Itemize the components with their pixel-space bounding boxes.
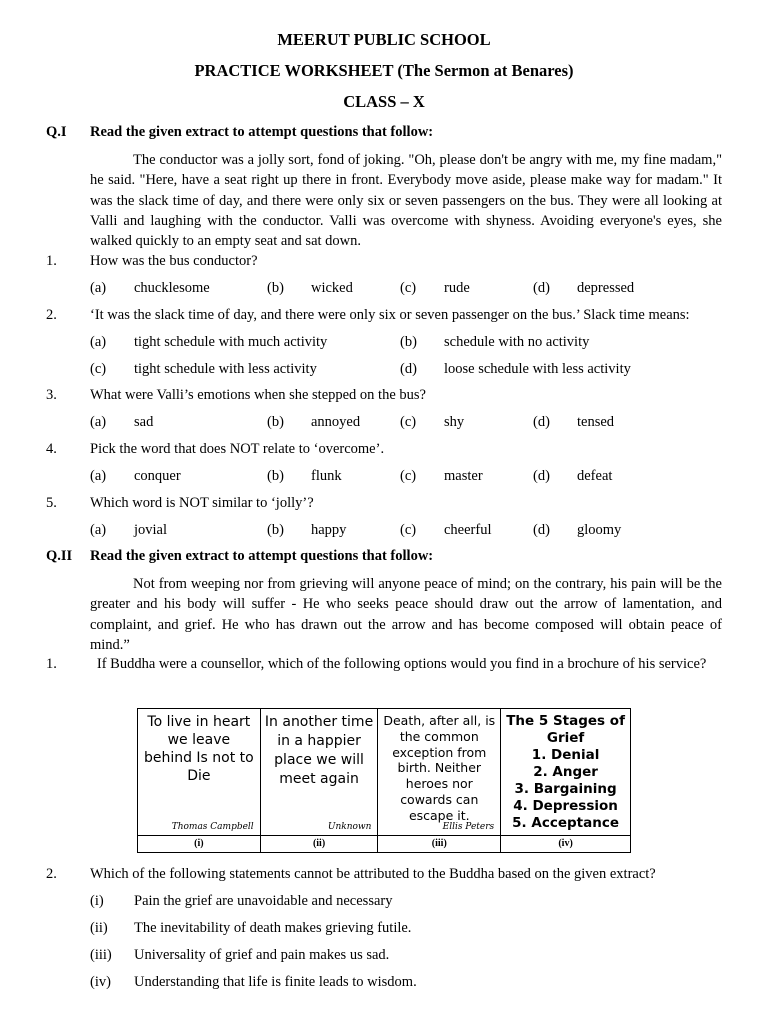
option-text: cheerful — [444, 522, 492, 538]
option-label: (a) — [90, 414, 107, 430]
card-label: (i) — [138, 836, 261, 853]
option-label: (c) — [400, 414, 417, 430]
card-author: Thomas Campbell — [171, 822, 254, 832]
statement-text: Understanding that life is finite leads to wisdom. — [134, 974, 417, 990]
extract-1 — [90, 150, 722, 251]
statement-text: Universality of grief and pain makes us sad. — [134, 947, 390, 963]
card-author: Ellis Peters — [442, 822, 495, 832]
card-title: The 5 Stages of Grief — [506, 713, 625, 746]
option-label: (c) — [400, 280, 417, 296]
option-label: (d) — [533, 280, 550, 296]
brochure-card — [138, 709, 261, 836]
option-text: rude — [444, 280, 470, 296]
question-num: 2. — [46, 866, 57, 882]
question-text: How was the bus conductor? — [90, 253, 258, 269]
list-item: 3. Bargaining — [514, 781, 617, 797]
question-num: 4. — [46, 441, 57, 457]
brochure-card — [260, 709, 378, 836]
option-text: loose schedule with less activity — [444, 361, 631, 377]
question-instruction: Read the given extract to attempt questions that follow: — [90, 124, 434, 140]
option-text: tensed — [577, 414, 615, 430]
question-text: ‘It was the slack time of day, and there were only six or seven passenger on the bus.’ Slack time means: — [90, 307, 690, 323]
option-text: master — [444, 468, 483, 484]
option-label: (b) — [267, 280, 284, 296]
list-item: 5. Acceptance — [512, 815, 619, 831]
option-label: (d) — [533, 414, 550, 430]
worksheet-title: PRACTICE WORKSHEET (The Sermon at Benares) — [194, 61, 574, 80]
option-label: (c) — [90, 361, 107, 377]
statement-label: (iv) — [90, 974, 111, 990]
question-instruction: Read the given extract to attempt questions that follow: — [90, 548, 434, 564]
option-label: (d) — [533, 522, 550, 538]
option-text: gloomy — [577, 522, 622, 538]
card-label: (iii) — [378, 836, 501, 853]
question-num: 2. — [46, 307, 57, 323]
card-grief-stages — [501, 709, 630, 832]
list-item: 4. Depression — [513, 798, 618, 814]
question-text: Which word is NOT similar to ‘jolly’? — [90, 495, 314, 511]
question-number: Q.I — [46, 124, 67, 140]
option-text: tight schedule with less activity — [134, 361, 317, 377]
card-author: Unknown — [327, 822, 372, 832]
option-label: (c) — [400, 522, 417, 538]
question-num: 1. — [46, 656, 57, 672]
option-label: (a) — [90, 334, 107, 350]
brochure-options-table — [137, 708, 631, 853]
school-name: MEERUT PUBLIC SCHOOL — [277, 30, 491, 49]
option-label: (d) — [400, 361, 417, 377]
question-text: What were Valli’s emotions when she stepped on the bus? — [90, 387, 426, 403]
option-text: chucklesome — [134, 280, 210, 296]
list-item: 1. Denial — [531, 747, 600, 763]
option-label: (b) — [400, 334, 417, 350]
question-number: Q.II — [46, 548, 73, 564]
question-num: 3. — [46, 387, 57, 403]
option-text: happy — [311, 522, 347, 538]
option-label: (b) — [267, 468, 284, 484]
question-num: 1. — [46, 253, 57, 269]
class-label: CLASS – X — [343, 92, 425, 111]
card-quote: In another time in a happier place we will meet again — [264, 714, 374, 787]
option-text: tight schedule with much activity — [134, 334, 328, 350]
brochure-card — [501, 709, 631, 836]
option-label: (a) — [90, 468, 107, 484]
option-label: (d) — [533, 468, 550, 484]
option-text: sad — [134, 414, 154, 430]
option-label: (a) — [90, 280, 107, 296]
question — [46, 651, 722, 677]
option-label: (c) — [400, 468, 417, 484]
statement-text: Pain the grief are unavoidable and necessary — [134, 893, 393, 909]
option-label: (b) — [267, 414, 284, 430]
option-label: (a) — [90, 522, 107, 538]
option-text: schedule with no activity — [444, 334, 590, 350]
list-item: 2. Anger — [533, 764, 598, 780]
statement-label: (iii) — [90, 947, 112, 963]
option-label: (b) — [267, 522, 284, 538]
option-text: conquer — [134, 468, 181, 484]
option-text: defeat — [577, 468, 613, 484]
card-quote: To live in heart we leave behind Is not to Die — [143, 714, 254, 784]
extract-2 — [90, 574, 722, 655]
question-text: Which of the following statements cannot be attributed to the Buddha based on the given extract? — [90, 866, 656, 882]
option-text: depressed — [577, 280, 635, 296]
extract-1-text: The conductor was a jolly sort, fond of joking. "Oh, please don't be angry with me, my fine madam," he said. "Here, have a seat right up there in front. Everybody move aside, please make way for madam." It was the slack time of day, and there were only six or seven passengers on the bus. They were all looking at Valli and laughing with the conductor. Valli was overcome with shyness. Avoiding everyone's eyes, she walked quickly to an empty seat and sat down. — [90, 152, 722, 250]
statement-text: The inevitability of death makes grieving futile. — [134, 920, 412, 936]
statement-label: (ii) — [90, 920, 108, 936]
extract-2-text: Not from weeping nor from grieving will anyone peace of mind; on the contrary, his pain will be the greater and his body will suffer - He who seeks peace should draw out the arrow of lamentation, and complaint, and grief. He who has drawn out the arrow and has become composed will obtain peace of mind.” — [90, 576, 722, 653]
card-quote: Death, after all, is the common exception from birth. Neither heroes nor cowards can escape it. — [383, 713, 496, 823]
brochure-card — [378, 709, 501, 836]
question-text: Pick the word that does NOT relate to ‘overcome’. — [90, 441, 385, 457]
card-label: (iv) — [501, 836, 631, 853]
option-text: shy — [444, 414, 465, 430]
option-text: jovial — [134, 522, 168, 538]
option-text: annoyed — [311, 414, 361, 430]
option-text: wicked — [311, 280, 353, 296]
option-text: flunk — [311, 468, 342, 484]
statement-label: (i) — [90, 893, 104, 909]
card-label: (ii) — [260, 836, 378, 853]
question-num: 5. — [46, 495, 57, 511]
question-text: If Buddha were a counsellor, which of the following options would you find in a brochure of his service? — [96, 656, 707, 672]
